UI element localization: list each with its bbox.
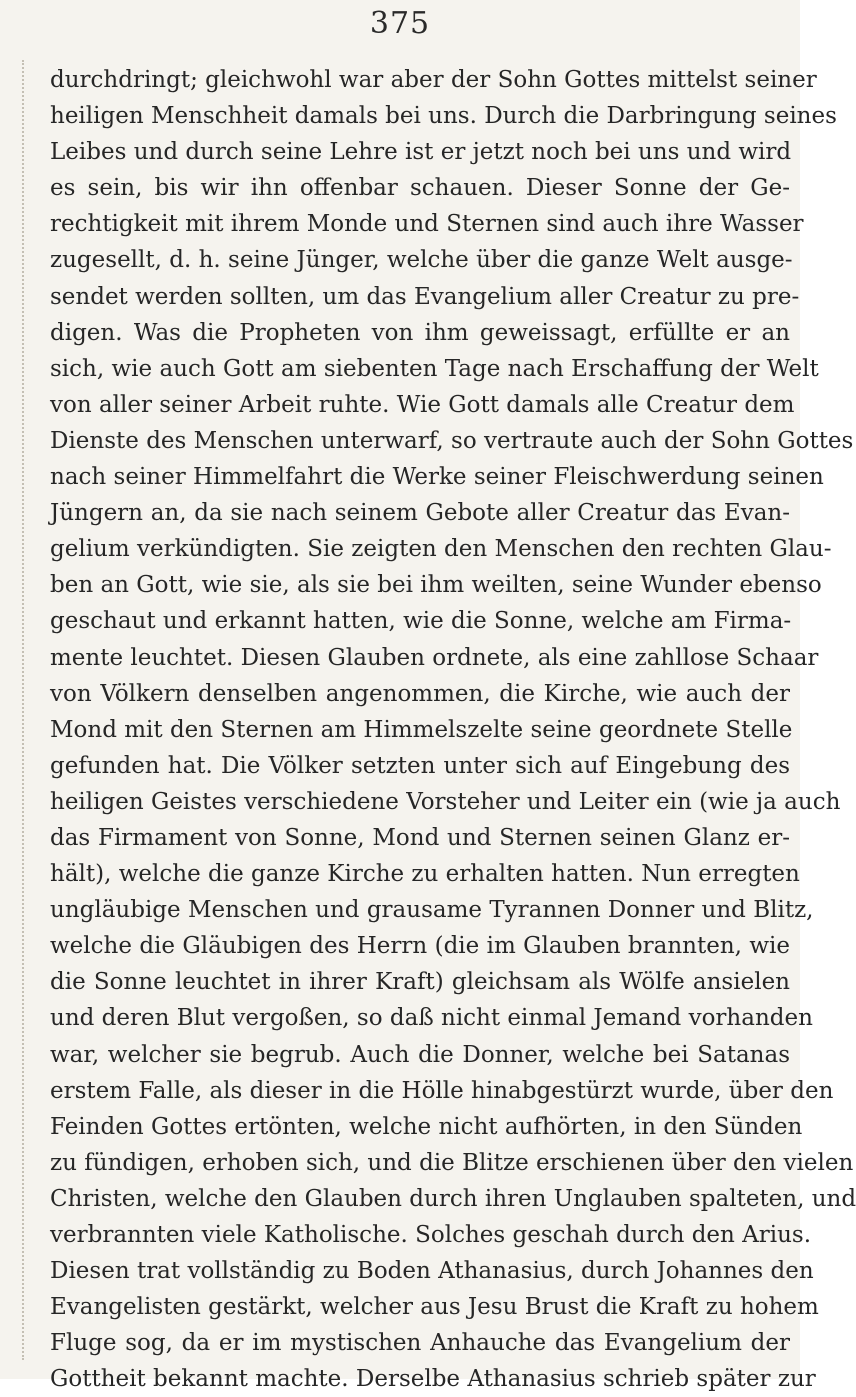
text-line: das Firmament von Sonne, Mond und Sternen seinen Glanz er- (50, 824, 790, 851)
text-line: und deren Blut vergoßen, so daß nicht einmal Jemand vorhanden (50, 1005, 813, 1032)
text-line: geschaut und erkannt hatten, wie die Sonne, welche am Firma- (50, 608, 792, 635)
text-line: ben an Gott, wie sie, als sie bei ihm weilten, seine Wunder ebenso (50, 572, 822, 599)
text-line: heiligen Menschheit damals bei uns. Durch die Darbringung seines (50, 103, 837, 130)
text-line: rechtigkeit mit ihrem Monde und Sternen sind auch ihre Wasser (50, 211, 804, 238)
text-line: Leibes und durch seine Lehre ist er jetzt noch bei uns und wird (50, 139, 792, 166)
text-line: digen. Was die Propheten von ihm geweissagt, erfüllte er an (50, 319, 790, 346)
text-line: sendet werden sollten, um das Evangelium aller Creatur zu pre- (50, 283, 800, 310)
text-line: welche die Gläubigen des Herrn (die im Glauben brannten, wie (50, 933, 790, 960)
text-line: zu fündigen, erhoben sich, und die Blitze erschienen über den vielen (50, 1149, 854, 1176)
text-line: nach seiner Himmelfahrt die Werke seiner Fleischwerdung seinen (50, 464, 824, 491)
text-line: Mond mit den Sternen am Himmelszelte seine geordnete Stelle (50, 716, 793, 743)
text-line: war, welcher sie begrub. Auch die Donner, welche bei Satanas (50, 1041, 790, 1068)
text-line: Evangelisten gestärkt, welcher aus Jesu Brust die Kraft zu hohem (50, 1294, 819, 1321)
text-line: es sein, bis wir ihn offenbar schauen. Dieser Sonne der Ge- (50, 175, 790, 202)
text-line: zugesellt, d. h. seine Jünger, welche über die ganze Welt ausge- (50, 247, 793, 274)
text-line: sich, wie auch Gott am siebenten Tage nach Erschaffung der Welt (50, 355, 819, 382)
text-line: hält), welche die ganze Kirche zu erhalten hatten. Nun erregten (50, 861, 800, 888)
text-line: die Sonne leuchtet in ihrer Kraft) gleichsam als Wölfe ansielen (50, 969, 790, 996)
gutter-shadow (22, 60, 26, 1360)
text-line: Jüngern an, da sie nach seinem Gebote aller Creatur das Evan- (50, 500, 790, 527)
text-line: Fluge sog, da er im mystischen Anhauche das Evangelium der (50, 1330, 790, 1357)
text-line: Gottheit bekannt machte. Derselbe Athanasius schrieb später zur (50, 1366, 816, 1393)
body-text (50, 62, 856, 1397)
text-line: durchdringt; gleichwohl war aber der Sohn Gottes mittelst seiner (50, 67, 817, 93)
text-line: von aller seiner Arbeit ruhte. Wie Gott damals alle Creatur dem (50, 391, 795, 418)
text-line: ungläubige Menschen und grausame Tyrannen Donner und Blitz, (50, 897, 814, 924)
text-line: mente leuchtet. Diesen Glauben ordnete, als eine zahllose Schaar (50, 644, 819, 671)
text-line: gefunden hat. Die Völker setzten unter sich auf Eingebung des (50, 752, 790, 779)
text-line: gelium verkündigten. Sie zeigten den Menschen den rechten Glau- (50, 536, 832, 563)
text-line: erstem Falle, als dieser in die Hölle hinabgestürzt wurde, über den (50, 1077, 834, 1104)
text-line: Dienste des Menschen unterwarf, so vertraute auch der Sohn Gottes (50, 427, 854, 454)
text-line: von Völkern denselben angenommen, die Kirche, wie auch der (50, 680, 790, 707)
page-number: 375 (369, 6, 431, 41)
text-line: heiligen Geistes verschiedene Vorsteher und Leiter ein (wie ja auch (50, 788, 841, 815)
text-line: Feinden Gottes ertönten, welche nicht aufhörten, in den Sünden (50, 1113, 803, 1140)
text-line: Diesen trat vollständig zu Boden Athanasius, durch Johannes den (50, 1258, 814, 1285)
text-line: verbrannten viele Katholische. Solches geschah durch den Arius. (50, 1222, 812, 1248)
text-line: Christen, welche den Glauben durch ihren Unglauben spalteten, und (50, 1185, 856, 1212)
